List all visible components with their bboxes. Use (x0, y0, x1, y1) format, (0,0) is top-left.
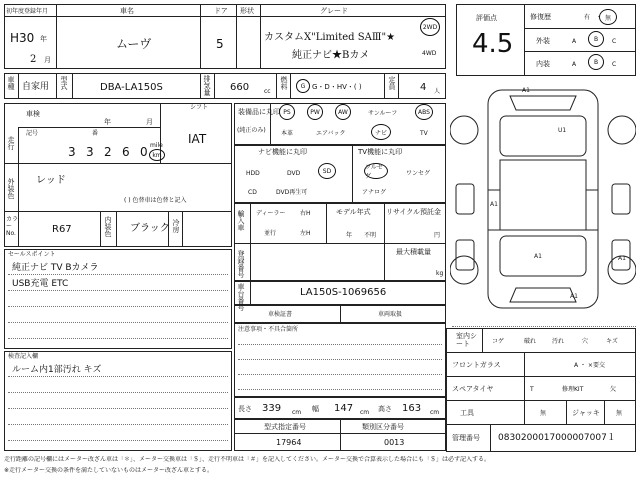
tsuki-label: 月 (146, 118, 153, 126)
mark-rear-bumper-a1: A1 (570, 293, 578, 300)
sunroof-label: サンルーフ (368, 110, 398, 117)
jack-label: ジャッキ (572, 409, 600, 417)
sales-point-label: セールスポイント (8, 251, 56, 258)
right-h-label: 右H (300, 210, 311, 217)
chassis-value: LA150S-1069656 (300, 287, 387, 298)
color-label: 外装色 (7, 178, 15, 199)
int-grade-c: C (612, 61, 617, 68)
ext-grade-b-circle: B (588, 31, 604, 47)
score-label: 評価点 (476, 14, 497, 22)
km-circle: km (149, 149, 165, 161)
maxload-label: 最大積載量 (396, 248, 431, 256)
nav-cd: CD (248, 189, 257, 196)
tools-label: 工具 (460, 409, 474, 417)
int-grade-a: A (572, 61, 577, 68)
room-koge: コゲ (492, 338, 505, 345)
score-value: 4.5 (472, 29, 514, 59)
aw-circle: AW (335, 104, 351, 120)
tv-oneseg: ワンセグ (406, 170, 431, 177)
2wd-circle: 2WD (420, 18, 440, 36)
front-glass-label: フロントガラス (452, 361, 501, 369)
width-value: 147 (334, 403, 354, 414)
cc-unit: cc (264, 88, 271, 95)
odo-digit-5: 0 (140, 145, 148, 159)
persons-unit: 人 (434, 88, 441, 95)
spare-t: T (530, 386, 534, 393)
exterior-label: 外装 (536, 37, 550, 45)
equip-title: 装備品に丸印 (238, 108, 280, 116)
year-unit: 年 (40, 35, 47, 43)
spare-missing: 欠 (610, 386, 617, 393)
shape-label: 形状 (240, 7, 254, 15)
sales-line-1: 純正ナビ TV Bカメラ (12, 263, 99, 273)
spare-tire-label: スペアタイヤ (452, 385, 494, 393)
nen-label: 年 (104, 118, 111, 126)
car-diagram (450, 80, 636, 320)
front-glass-options: A ・ ×要交 (574, 362, 605, 369)
odo-digit-4: 6 (122, 145, 130, 159)
cat-no-value: 0013 (384, 438, 405, 447)
room-seat-label: 室内シート (456, 332, 477, 348)
tv-title: TV機能に丸印 (358, 148, 403, 156)
mark-right-a1: A1 (618, 255, 626, 262)
spare-kit: 修理KIT (562, 386, 584, 393)
footer-note-2: ※走行メーター交換の条件を満たしていないものはメーター改ざん車とする。 (4, 467, 214, 474)
grade-label: グレード (320, 7, 348, 15)
inspect-cert-label: 車検証書 (268, 311, 293, 318)
nav-title: ナビ機能に丸印 (258, 148, 307, 156)
sales-line-2: USB充電 ETC (12, 279, 69, 289)
left-h-label: 左H (300, 230, 311, 237)
odo-digit-1: 3 (68, 145, 76, 159)
fuel-label: 燃料 (280, 76, 288, 90)
model-year-unit: 年 (346, 232, 353, 239)
grade-line-2: 純正ナビ★Bカメ (292, 50, 370, 61)
model-value: DBA-LA150S (100, 82, 163, 93)
first-reg-year: H30 (10, 31, 35, 45)
width-cm: cm (360, 409, 370, 416)
repair-nashi-circle: 無 (599, 9, 617, 25)
pw-circle: PW (307, 104, 323, 120)
mark-left-a1: A1 (490, 201, 498, 208)
room-kizu: キズ (606, 338, 618, 345)
car-type-label: 車種 (7, 76, 15, 90)
mgmt-no-label: 管理番号 (452, 434, 480, 442)
nav-sd-circle: SD (318, 163, 336, 179)
caution-label: 注意事項・不具合箇所 (238, 326, 299, 333)
equip-sub: (純正のみ) (237, 127, 266, 134)
repair-label: 修復歴 (530, 13, 551, 21)
dealer-label: ディーラー (256, 210, 286, 217)
capacity-value: 4 (420, 82, 427, 93)
tv-analog: アナログ (362, 189, 387, 196)
mark-roof-u1: U1 (558, 127, 567, 134)
type-designation-label: 型式指定番号 (264, 423, 306, 431)
odo-digit-3: 2 (104, 145, 112, 159)
use-value: 自家用 (22, 82, 50, 92)
door-label: ドア (214, 7, 228, 15)
color-note: ( ) 色替車は色替と記入 (124, 197, 187, 204)
ban-label: 番 (92, 130, 99, 137)
navi-circle: ナビ (371, 124, 391, 140)
length-label: 長さ (238, 405, 252, 413)
height-label: 高さ (378, 405, 392, 413)
colorno-value: R67 (52, 224, 72, 235)
tv-label: TV (420, 130, 428, 137)
parallel-label: 並行 (264, 230, 277, 237)
ps-circle: PS (279, 104, 295, 120)
type-no-value: 17964 (276, 438, 302, 447)
height-value: 163 (402, 403, 422, 414)
odo-digit-2: 3 (86, 145, 94, 159)
recycle-label: リサイクル預託金 (386, 208, 442, 216)
car-name-label: 車名 (120, 7, 134, 15)
import-label: 輸入車 (237, 210, 245, 231)
cc-value: 660 (230, 82, 250, 93)
footer-note-1: 走行距離の記号欄にはメーター改ざん車は「＊」、メーター交換車は「＄」、走行不明車は「＃」を記入してください。メーター交換で合算表示した場合にも「＄」は必ず記入する。 (4, 456, 491, 463)
inspection-line-1: ルーム内1部汚れ キズ (12, 365, 102, 375)
kisuu-label: 記号 (26, 130, 39, 137)
ext-grade-c: C (612, 38, 617, 45)
ext-grade-a: A (572, 38, 577, 45)
mark-front-a1: A1 (522, 87, 530, 94)
nav-dvd-play: DVD再生可 (276, 189, 308, 196)
displacement-label: 排気量 (203, 75, 211, 96)
fuel-options: G・D・HV・( ) (312, 83, 362, 91)
mile-label: mile (150, 142, 163, 149)
color-value: レッド (36, 175, 66, 186)
month-unit: 月 (44, 56, 51, 64)
caution-block (234, 323, 446, 397)
mgmt-no-value: 0830200017000007007１ (498, 433, 616, 443)
reg-no-label: 登録番号 (237, 250, 245, 278)
length-cm: cm (292, 409, 302, 416)
interior-label: 内装 (536, 60, 550, 68)
repair-ari: 有 (584, 14, 591, 21)
tools-value: 無 (540, 410, 547, 417)
room-yabure: 破れ (524, 338, 537, 345)
chassis-label: 車台番号 (237, 283, 245, 311)
inspection-label: 検査記入欄 (8, 353, 39, 360)
model-year-label: モデル年式 (336, 208, 371, 216)
first-reg-label: 初年度登録年月 (6, 8, 49, 15)
airbag-label: エアバック (316, 130, 346, 137)
nav-hdd: HDD (246, 170, 260, 177)
recall-label: 車両取扱 (378, 311, 403, 318)
jack-value: 無 (616, 410, 623, 417)
length-value: 339 (262, 403, 282, 414)
capacity-label: 定員 (388, 76, 396, 90)
type-row (4, 73, 446, 99)
colorno-label: カラーNo. (6, 216, 19, 237)
interior-color-value: ブラック (130, 223, 170, 234)
interior-color-label: 内装色 (104, 216, 112, 237)
nav-dvd: DVD (287, 170, 301, 177)
car-name-value: ムーヴ (116, 37, 152, 51)
category-no-label: 類別区分番号 (362, 423, 404, 431)
leather-label: 本革 (281, 130, 294, 137)
int-grade-b-circle: B (588, 54, 604, 70)
4wd-label: 4WD (422, 50, 437, 57)
height-cm: cm (430, 409, 440, 416)
recycle-yen: 円 (434, 232, 441, 239)
width-label: 幅 (312, 405, 319, 413)
ac-label: 冷房 (172, 219, 180, 233)
shift-value: IAT (188, 132, 207, 146)
room-ana: 穴 (582, 338, 589, 345)
mark-rear-a1: A1 (534, 253, 542, 260)
mileage-label: 車検 (26, 110, 40, 118)
run-label: 走行 (7, 136, 15, 150)
doors-value: 5 (216, 37, 224, 51)
maxload-kg: kg (436, 270, 444, 277)
tv-fullseg-circle: フルセグ (364, 163, 388, 179)
shift-label: シフト (190, 104, 209, 111)
type-label: 型式 (60, 76, 68, 90)
grade-line-1: カスタムX"Limited SAⅢ"★ (264, 32, 396, 43)
room-yogore: 汚れ (552, 338, 565, 345)
first-reg-month: 2 (30, 54, 37, 65)
abs-circle: ABS (415, 104, 433, 120)
model-year-unknown: 不明 (364, 232, 377, 239)
